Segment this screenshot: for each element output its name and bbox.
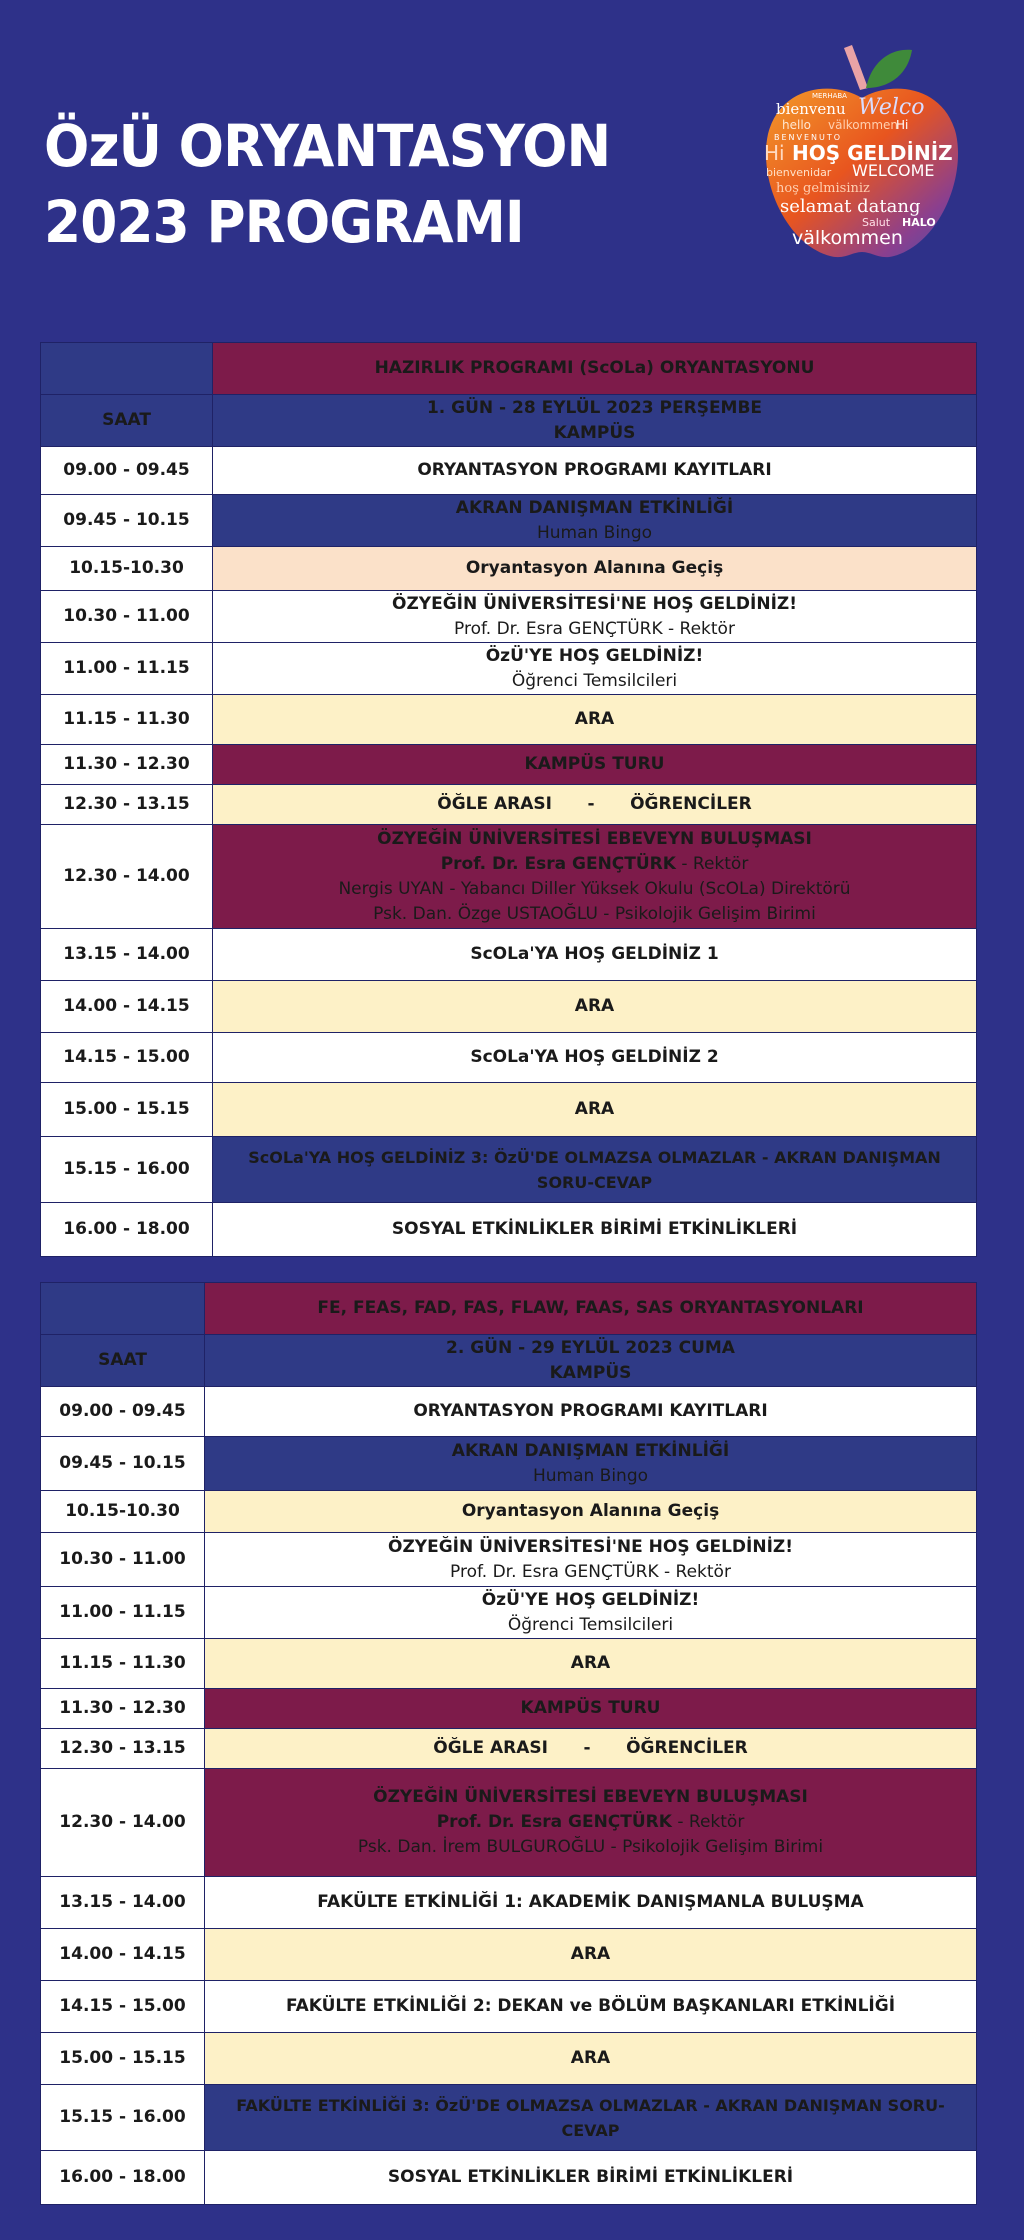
table-row xyxy=(41,785,977,825)
table-row xyxy=(41,1203,977,1257)
activity-cell: SOSYAL ETKİNLİKLER BİRİMİ ETKİNLİKLERİ xyxy=(213,1203,977,1257)
time-cell: 15.15 - 16.00 xyxy=(41,2085,205,2151)
activity-cell: FAKÜLTE ETKİNLİĞİ 1: AKADEMİK DANIŞMANLA BULUŞMA xyxy=(205,1877,977,1929)
table-row xyxy=(41,1437,977,1491)
activity-cell xyxy=(213,591,977,643)
time-cell: 14.00 - 14.15 xyxy=(41,981,213,1033)
day-location: KAMPÜS xyxy=(553,422,636,443)
table-row xyxy=(41,1689,977,1729)
table-row xyxy=(41,343,977,395)
activity-cell: ORYANTASYON PROGRAMI KAYITLARI xyxy=(205,1387,977,1437)
activity-cell: ÖĞLE ARASI - ÖĞRENCİLER xyxy=(213,785,977,825)
time-cell: 11.30 - 12.30 xyxy=(41,745,213,785)
activity-cell xyxy=(213,825,977,929)
time-cell: 09.00 - 09.45 xyxy=(41,1387,205,1437)
time-cell: 15.00 - 15.15 xyxy=(41,2033,205,2085)
activity-cell: ORYANTASYON PROGRAMI KAYITLARI xyxy=(213,447,977,495)
table-row xyxy=(41,1335,977,1387)
time-cell: 14.15 - 15.00 xyxy=(41,1033,213,1083)
table-row xyxy=(41,1981,977,2033)
speaker-role: - Rektör xyxy=(671,1812,745,1832)
table-row xyxy=(41,929,977,981)
time-cell: 10.30 - 11.00 xyxy=(41,1533,205,1587)
logo-word: hoş gelmisiniz xyxy=(776,181,870,196)
blank-cell xyxy=(41,1283,205,1335)
table-row xyxy=(41,1491,977,1533)
time-cell: 11.15 - 11.30 xyxy=(41,1639,205,1689)
saat-header: SAAT xyxy=(41,395,213,447)
time-cell: 15.15 - 16.00 xyxy=(41,1137,213,1203)
activity-subtitle: Öğrenci Temsilcileri xyxy=(511,670,678,691)
activity-cell xyxy=(213,495,977,547)
activity-cell: ÖĞLE ARASI - ÖĞRENCİLER xyxy=(205,1729,977,1769)
table-row xyxy=(41,591,977,643)
logo-word: bienvenu xyxy=(776,100,846,118)
activity-cell: ARA xyxy=(205,1639,977,1689)
table-row xyxy=(41,981,977,1033)
table-row xyxy=(41,695,977,745)
time-cell: 16.00 - 18.00 xyxy=(41,2151,205,2205)
activity-subtitle: Human Bingo xyxy=(536,522,653,543)
activity-title: AKRAN DANIŞMAN ETKİNLİĞİ xyxy=(455,497,734,518)
activity-cell: ARA xyxy=(205,1929,977,1981)
table-row xyxy=(41,1283,977,1335)
time-cell: 11.30 - 12.30 xyxy=(41,1689,205,1729)
time-cell: 10.15-10.30 xyxy=(41,1491,205,1533)
table-row xyxy=(41,2085,977,2151)
day1-schedule-table xyxy=(40,342,977,1257)
logo-word: välkommen xyxy=(792,227,903,249)
time-cell: 09.45 - 10.15 xyxy=(41,495,213,547)
speaker-role: - Rektör xyxy=(675,853,749,874)
time-cell: 10.15-10.30 xyxy=(41,547,213,591)
activity-cell: ScOLa'YA HOŞ GELDİNİZ 1 xyxy=(213,929,977,981)
table-row xyxy=(41,1929,977,1981)
table-row xyxy=(41,447,977,495)
time-cell: 14.00 - 14.15 xyxy=(41,1929,205,1981)
activity-title: ÖzÜ'YE HOŞ GELDİNİZ! xyxy=(485,645,704,666)
time-cell: 10.30 - 11.00 xyxy=(41,591,213,643)
activity-cell: Oryantasyon Alanına Geçiş xyxy=(213,547,977,591)
page-title xyxy=(44,108,610,260)
saat-header: SAAT xyxy=(41,1335,205,1387)
activity-subtitle: Öğrenci Temsilcileri xyxy=(507,1614,674,1635)
table-row xyxy=(41,1033,977,1083)
activity-title: AKRAN DANIŞMAN ETKİNLİĞİ xyxy=(451,1440,730,1461)
logo-word: MERHABA xyxy=(812,92,847,100)
time-cell: 11.00 - 11.15 xyxy=(41,643,213,695)
activity-cell: KAMPÜS TURU xyxy=(213,745,977,785)
time-cell: 13.15 - 14.00 xyxy=(41,929,213,981)
activity-cell xyxy=(205,1533,977,1587)
table-row xyxy=(41,395,977,447)
time-cell: 12.30 - 13.15 xyxy=(41,1729,205,1769)
time-cell: 16.00 - 18.00 xyxy=(41,1203,213,1257)
activity-cell: ScOLa'YA HOŞ GELDİNİZ 3: ÖzÜ'DE OLMAZSA OLMAZLAR - AKRAN DANIŞMAN SORU-CEVAP xyxy=(213,1137,977,1203)
activity-cell: ARA xyxy=(205,2033,977,2085)
time-cell: 11.00 - 11.15 xyxy=(41,1587,205,1639)
time-cell: 12.30 - 14.00 xyxy=(41,1769,205,1877)
speaker-line: Nergis UYAN - Yabancı Diller Yüksek Okulu (ScOLa) Direktörü xyxy=(338,878,851,899)
time-cell: 14.15 - 15.00 xyxy=(41,1981,205,2033)
logo-word: selamat datang xyxy=(780,196,921,217)
day-location: KAMPÜS xyxy=(549,1362,632,1383)
day-date: 1. GÜN - 28 EYLÜL 2023 PERŞEMBE xyxy=(426,397,763,418)
table-row xyxy=(41,547,977,591)
table-row xyxy=(41,745,977,785)
speaker-name: Prof. Dr. Esra GENÇTÜRK xyxy=(436,1812,672,1832)
logo-word: Welco xyxy=(858,95,925,120)
table-row xyxy=(41,1587,977,1639)
logo-word: BENVENUTO xyxy=(774,133,843,142)
logo-word: välkommen xyxy=(828,118,899,132)
day2-schedule-table xyxy=(40,1282,977,2205)
activity-cell: FAKÜLTE ETKİNLİĞİ 2: DEKAN ve BÖLÜM BAŞKANLARI ETKİNLİĞİ xyxy=(205,1981,977,2033)
table-row xyxy=(41,2151,977,2205)
logo-word: Salut xyxy=(862,216,891,229)
table-row xyxy=(41,495,977,547)
activity-cell: ARA xyxy=(213,981,977,1033)
logo-word: hello xyxy=(782,118,811,132)
day-date: 2. GÜN - 29 EYLÜL 2023 CUMA xyxy=(446,1337,735,1358)
time-cell: 12.30 - 14.00 xyxy=(41,825,213,929)
speaker-line: Psk. Dan. Özge USTAOĞLU - Psikolojik Gelişim Birimi xyxy=(373,903,816,924)
apple-leaf-icon xyxy=(866,50,912,88)
program-title: HAZIRLIK PROGRAMI (ScOLa) ORYANTASYONU xyxy=(213,343,977,395)
table-row xyxy=(41,1387,977,1437)
title-line-2: 2023 PROGRAMI xyxy=(44,188,524,256)
speaker-name: Prof. Dr. Esra GENÇTÜRK xyxy=(440,853,676,874)
activity-subtitle: Prof. Dr. Esra GENÇTÜRK - Rektör xyxy=(450,1561,731,1582)
activity-cell xyxy=(213,643,977,695)
activity-subtitle: Prof. Dr. Esra GENÇTÜRK - Rektör xyxy=(454,618,735,639)
time-cell: 12.30 - 13.15 xyxy=(41,785,213,825)
activity-title: ÖZYEĞİN ÜNİVERSİTESİ EBEVEYN BULUŞMASI xyxy=(377,828,812,849)
activity-cell: KAMPÜS TURU xyxy=(205,1689,977,1729)
table-row xyxy=(41,1769,977,1877)
table-row xyxy=(41,1533,977,1587)
activity-cell: FAKÜLTE ETKİNLİĞİ 3: ÖzÜ'DE OLMAZSA OLMAZLAR - AKRAN DANIŞMAN SORU-CEVAP xyxy=(205,2085,977,2151)
activity-title: ÖzÜ'YE HOŞ GELDİNİZ! xyxy=(481,1589,700,1610)
activity-cell xyxy=(205,1587,977,1639)
title-line-1: ÖzÜ ORYANTASYON xyxy=(44,112,611,180)
table-row xyxy=(41,1083,977,1137)
time-cell: 15.00 - 15.15 xyxy=(41,1083,213,1137)
table-row xyxy=(41,1877,977,1929)
apple-stem-icon xyxy=(844,45,868,90)
logo-word: Hi xyxy=(764,141,785,165)
activity-cell: ScOLa'YA HOŞ GELDİNİZ 2 xyxy=(213,1033,977,1083)
time-cell: 13.15 - 14.00 xyxy=(41,1877,205,1929)
day-header xyxy=(213,395,977,447)
activity-title: ÖZYEĞİN ÜNİVERSİTESİ'NE HOŞ GELDİNİZ! xyxy=(392,593,797,614)
activity-cell: ARA xyxy=(213,695,977,745)
time-cell: 11.15 - 11.30 xyxy=(41,695,213,745)
table-row xyxy=(41,2033,977,2085)
activity-cell xyxy=(205,1769,977,1877)
apple-welcome-logo xyxy=(752,30,972,270)
logo-word: bienvenidar xyxy=(766,166,832,179)
activity-subtitle: Human Bingo xyxy=(532,1465,649,1486)
activity-cell: ARA xyxy=(213,1083,977,1137)
table-row xyxy=(41,1729,977,1769)
activity-title: ÖZYEĞİN ÜNİVERSİTESİ EBEVEYN BULUŞMASI xyxy=(373,1787,808,1807)
table-row xyxy=(41,1137,977,1203)
program-title: FE, FEAS, FAD, FAS, FLAW, FAAS, SAS ORYANTASYONLARI xyxy=(205,1283,977,1335)
blank-cell xyxy=(41,343,213,395)
table-row xyxy=(41,1639,977,1689)
time-cell: 09.45 - 10.15 xyxy=(41,1437,205,1491)
speaker-line: Psk. Dan. İrem BULGUROĞLU - Psikolojik Gelişim Birimi xyxy=(357,1837,824,1857)
logo-word: HALO xyxy=(902,216,936,229)
logo-word: WELCOME xyxy=(852,161,935,180)
day-header xyxy=(205,1335,977,1387)
table-row xyxy=(41,643,977,695)
logo-word: HOŞ GELDİNİZ xyxy=(792,141,953,165)
activity-cell: SOSYAL ETKİNLİKLER BİRİMİ ETKİNLİKLERİ xyxy=(205,2151,977,2205)
table-row xyxy=(41,825,977,929)
logo-word: Hi xyxy=(896,118,909,132)
time-cell: 09.00 - 09.45 xyxy=(41,447,213,495)
activity-title: ÖZYEĞİN ÜNİVERSİTESİ'NE HOŞ GELDİNİZ! xyxy=(388,1536,793,1557)
activity-cell: Oryantasyon Alanına Geçiş xyxy=(205,1491,977,1533)
activity-cell xyxy=(205,1437,977,1491)
